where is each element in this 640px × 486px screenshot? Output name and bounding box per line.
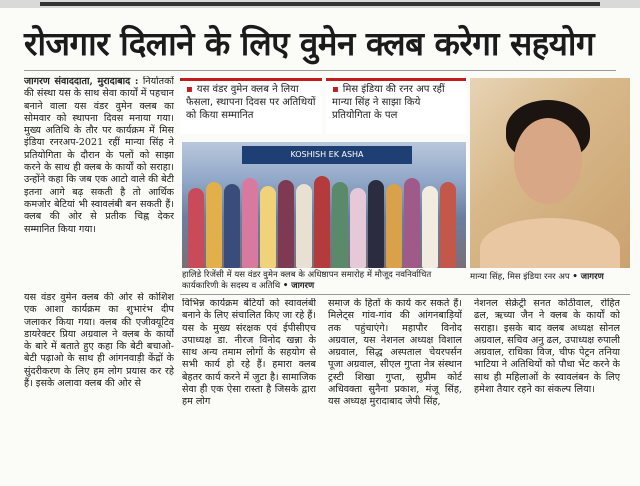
highlight-box-2	[326, 78, 466, 134]
person-figure	[296, 184, 312, 268]
portrait-photo	[470, 78, 630, 268]
group-caption-text: हालिडे रिजेंसी में यस वंडर वुमेन क्लब के अधिष्ठापन समारोह में मौजूद नवनिर्वाचित कार्यकारिणी के सदस्य व अतिथि	[182, 270, 432, 291]
person-figure	[206, 182, 222, 268]
portrait-credit: जागरण	[580, 272, 604, 282]
person-figure	[242, 178, 258, 268]
group-photo-caption: हालिडे रिजेंसी में यस वंडर वुमेन क्लब के अधिष्ठापन समारोह में मौजूद नवनिर्वाचित कार्यकारिणी के सदस्य व अतिथि • जागरण	[182, 270, 432, 291]
person-figure	[278, 180, 294, 268]
highlight-2-text: मिस इंडिया की रनर अप रहीं मान्या सिंह ने साझा किये प्रतियोगिता के पल	[332, 84, 445, 121]
group-photo-credit: जागरण	[291, 281, 315, 291]
face-shape	[514, 118, 582, 204]
person-figure	[404, 178, 420, 268]
page-top-rule	[40, 2, 600, 6]
person-figure	[224, 184, 240, 268]
article-column-1-top	[24, 76, 174, 286]
person-figure	[368, 180, 384, 268]
person-figure	[386, 184, 402, 268]
bullet-icon: ▪	[186, 84, 193, 95]
photo-banner: KOSHISH EK ASHA	[242, 146, 412, 164]
person-figure	[314, 176, 330, 268]
person-figure	[422, 186, 438, 268]
article-column-2: विभिन्न कार्यक्रम बेटियों को स्वावलंबी बनाने के लिए संचालित किए जा रहे हैं। यस के मुख्य संरक्षक एवं ईपीसीएच उपाध्यक्ष डा. नीरज विनोद खन्ना के साथ अन्य तमाम लोगों के सहयोग से सभी कार्य हो रहे हैं। हमारा क्लब बेहतर कार्य करने में जुटा है। सामाजिक सेवा ही एक ऐसा रास्ता है जिसके द्वारा हम लोग	[182, 298, 316, 408]
dateline: जागरण संवाददाता, मुरादाबाद :	[24, 76, 139, 87]
headline: रोजगार दिलाने के लिए वुमेन क्लब करेगा सहयोग	[24, 24, 595, 63]
person-figure	[440, 182, 456, 268]
person-figure	[350, 188, 366, 268]
shoulders-shape	[480, 218, 620, 268]
portrait-caption-text: मान्या सिंह, मिस इंडिया रनर अप	[470, 272, 570, 282]
group-photo	[182, 142, 466, 268]
col1-top-text: निर्यातकों की संस्था यस के साथ सेवा कार्यों में पहचान बनाने वाला यस वंडर वुमेन क्लब का सोमवार को स्थापना दिवस मनाया गया। मुख्य अतिथि के तौर पर कार्यक्रम में मिस इंडिया रनरअप-2021 रहीं मान्या सिंह ने प्रतियोगिता के दौरान के पलों को साझा करने के साथ ही क्लब के कार्यों को सराहा। उन्होंने कहा कि जब एक आटो वाले की बेटी इतना आगे बढ़ सकती है तो आर्थिक कमजोर बेटियां भी स्वावलंबी बन सकती हैं। क्लब की ओर से प्रतीक चिह्न देकर सम्मानित किया गया।	[24, 76, 174, 235]
highlight-1-text: यस वंडर वुमेन क्लब ने लिया फैसला, स्थापना दिवस पर अतिथियों को किया सम्मानित	[186, 84, 316, 121]
article-column-1-bottom: यस वंडर वुमेन क्लब की ओर से कोशिश एक आशा कार्यक्रम का शुभारंभ दीप जलाकर किया गया। क्लब की एजीक्यूटिव डायरेक्टर प्रिया अग्रवाल ने क्लब के कार्यों के बारे में बताते हुए कहा कि बेटी बचाओ-बेटी पढ़ाओ के साथ ही आंगनवाड़ी केंद्रों के सुंदरीकरण के लिए हम लोग प्रयास कर रहे हैं। इसके अलावा क्लब की ओर से	[24, 292, 174, 390]
article-column-4: नेशनल सेक्रेट्री सनत कोठीवाल, रोहित ढल, ऋच्या जैन ने क्लब के कार्यों को सराहा। इसके बाद क्लब अध्यक्ष सोनल अग्रवाल, सचिव अनु ढल, उपाध्यक्ष रुपाली अग्रवाल, राधिका विज, चीफ पेट्रन तनिया भाटिया ने अतिथियों को पौधा भेंट करने के साथ ही महिलाओं के स्वावलंबन के लिए हमेशा तैयार रहने का संकल्प लिया।	[474, 298, 620, 396]
section-rule	[180, 294, 630, 295]
person-figure	[260, 186, 276, 268]
highlight-box-1	[180, 78, 322, 134]
headline-rule	[24, 70, 616, 71]
person-figure	[188, 188, 204, 268]
bullet-icon: ▪	[332, 84, 339, 95]
article-column-3: समाज के हितों के कार्य कर सकते हैं। मिलेट्स गांव-गांव की आंगनबाड़ियों तक पहुंचाएंगे। महापौर विनोद अग्रवाल, यस नेशनल अध्यक्ष विशाल अग्रवाल, सिद्ध अस्पताल चेयरपर्सन पूजा अग्रवाल, सीएल गुप्ता नेत्र संस्थान ट्रस्टी शिखा गुप्ता, सुप्रीम कोर्ट अधिवक्ता सुनैना प्रकाश, मंजू सिंह, यस अध्यक्ष मुरादाबाद जेपी सिंह,	[328, 298, 462, 408]
portrait-caption: मान्या सिंह, मिस इंडिया रनर अप • जागरण	[470, 272, 604, 282]
person-figure	[332, 182, 348, 268]
